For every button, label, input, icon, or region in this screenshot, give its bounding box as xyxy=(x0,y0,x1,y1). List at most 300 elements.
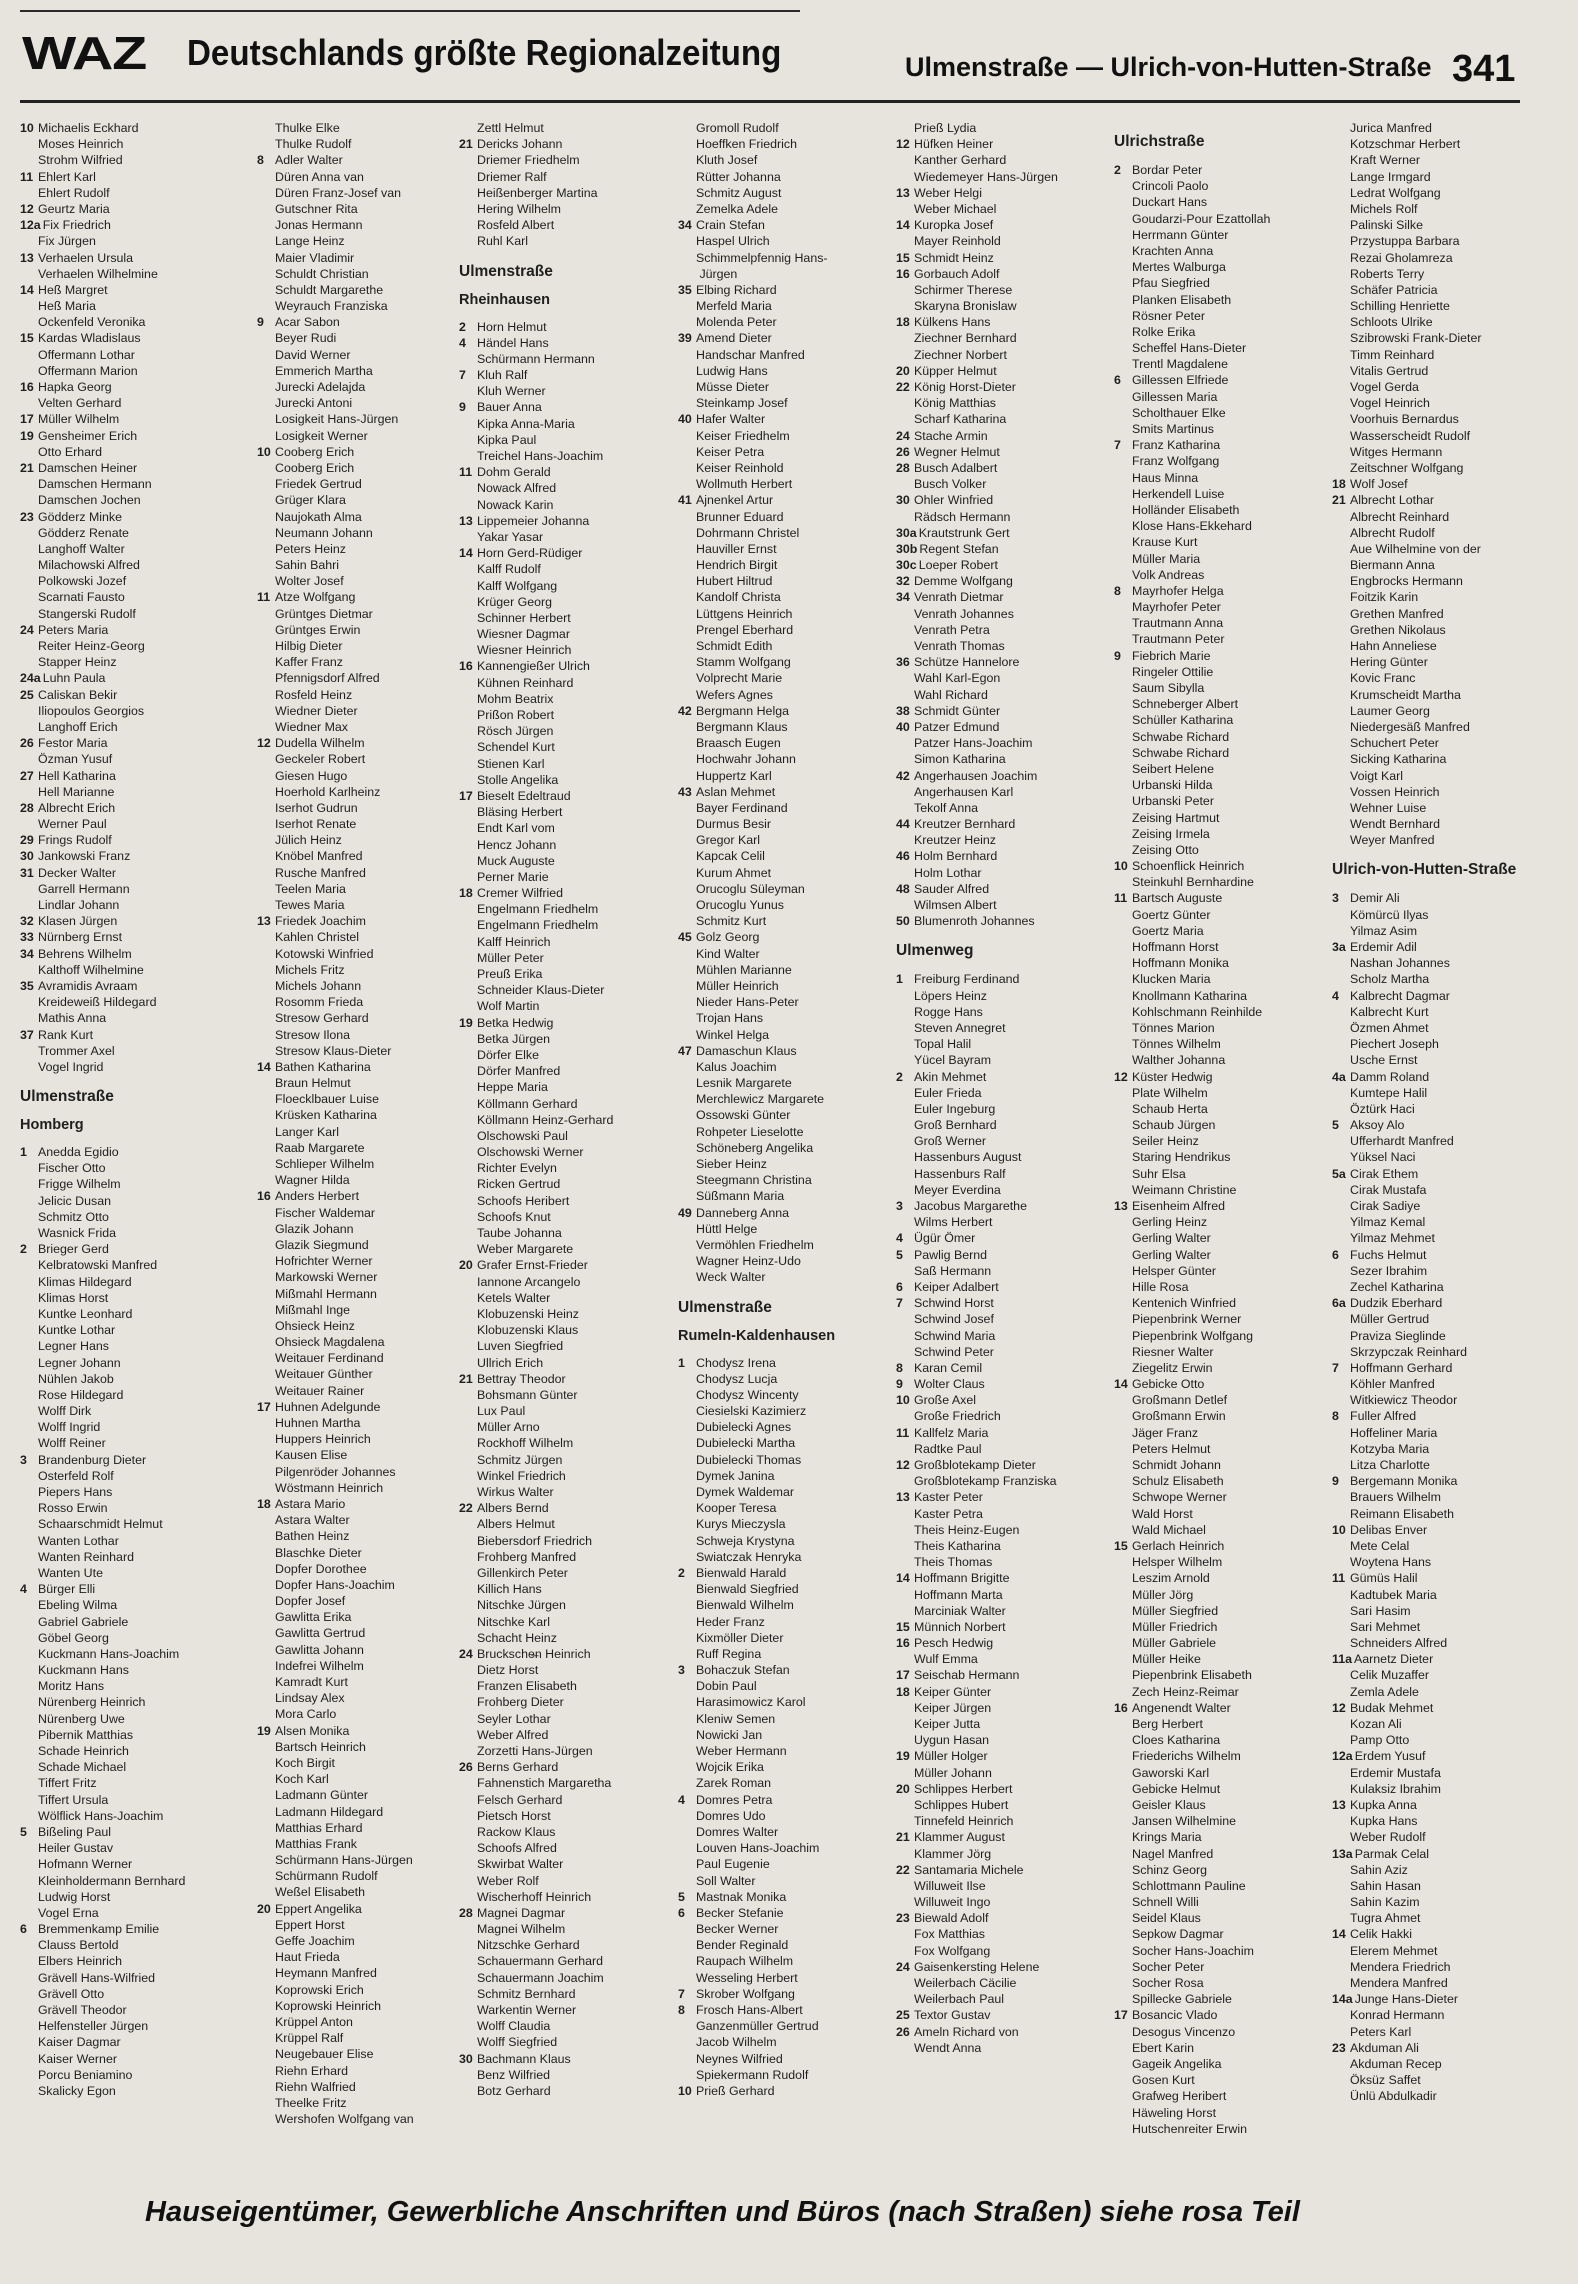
resident-entry xyxy=(459,1387,677,1403)
resident-entry xyxy=(1114,923,1332,939)
resident-name: Wegner Helmut xyxy=(914,444,1000,459)
house-number: 12 xyxy=(1114,1069,1128,1084)
resident-name: Weber Michael xyxy=(914,201,997,216)
resident-name: Kapcak Celil xyxy=(696,849,765,864)
resident-entry xyxy=(1332,1684,1550,1700)
resident-name: Sezer Ibrahim xyxy=(1350,1263,1428,1278)
resident-entry xyxy=(1114,356,1332,372)
house-number: 12 xyxy=(20,201,34,216)
resident-name: Langer Karl xyxy=(275,1124,340,1139)
resident-entry xyxy=(678,687,896,703)
resident-entry xyxy=(257,1043,475,1059)
resident-name: Hoeffken Friedrich xyxy=(696,137,798,152)
resident-entry xyxy=(1114,793,1332,809)
resident-entry xyxy=(1332,622,1550,638)
resident-name: Ohsieck Magdalena xyxy=(275,1335,385,1350)
resident-name: Moritz Hans xyxy=(38,1679,105,1694)
resident-name: Radtke Paul xyxy=(914,1441,982,1456)
resident-name: Teelen Maria xyxy=(275,881,346,896)
house-number: 30b xyxy=(896,541,918,556)
resident-name: Kreutzer Bernhard xyxy=(914,817,1016,832)
house-number: 28 xyxy=(896,460,910,475)
resident-entry xyxy=(1332,1166,1550,1182)
resident-entry xyxy=(1114,2024,1332,2040)
resident-name: Schlippes Herbert xyxy=(914,1781,1013,1796)
resident-name: Uygun Hasan xyxy=(914,1733,990,1748)
house-number: 5 xyxy=(20,1824,27,1839)
resident-name: Grävell Theodor xyxy=(38,2003,127,2017)
resident-entry xyxy=(20,897,238,913)
resident-name: Kuckmann Hans-Joachim xyxy=(38,1646,180,1661)
resident-name: Cirak Mustafa xyxy=(1350,1182,1427,1197)
resident-name: Bläsing Herbert xyxy=(477,805,563,820)
resident-name: Swiatczak Henryka xyxy=(696,1549,802,1564)
resident-name: Venrath Petra xyxy=(914,622,990,637)
resident-name: Schaarschmidt Helmut xyxy=(38,1517,163,1532)
resident-name: Bergmann Klaus xyxy=(696,719,788,734)
resident-entry xyxy=(678,1403,896,1419)
resident-name: Losigkeit Hans-Jürgen xyxy=(275,412,399,427)
resident-name: Zemelka Adele xyxy=(696,201,778,216)
house-number: 23 xyxy=(1332,2040,1346,2055)
resident-name: Garrell Hermann xyxy=(38,881,130,896)
resident-entry xyxy=(20,1565,238,1581)
resident-name: Elbers Heinrich xyxy=(38,1954,123,1969)
resident-entry xyxy=(1332,217,1550,233)
resident-name: Thulke Elke xyxy=(275,121,340,135)
resident-name: Gerling Walter xyxy=(1132,1247,1211,1262)
resident-entry xyxy=(678,2051,896,2067)
resident-name: Angerhausen Karl xyxy=(914,784,1014,799)
resident-entry xyxy=(678,347,896,363)
resident-entry xyxy=(257,768,475,784)
resident-entry xyxy=(896,395,1114,411)
resident-entry xyxy=(257,865,475,881)
resident-entry xyxy=(1332,1975,1550,1991)
resident-entry xyxy=(678,1840,896,1856)
resident-name: Trommer Axel xyxy=(38,1043,115,1058)
resident-entry xyxy=(1332,1230,1550,1246)
resident-entry xyxy=(1332,1829,1550,1845)
resident-name: Kotzschmar Herbert xyxy=(1350,137,1461,152)
resident-name: Kluh Ralf xyxy=(477,368,528,383)
resident-name: Pietsch Horst xyxy=(477,1808,551,1823)
resident-name: Haus Minna xyxy=(1132,470,1199,485)
resident-name: Külkens Hans xyxy=(914,315,991,330)
resident-entry xyxy=(896,1328,1114,1344)
resident-entry xyxy=(678,1124,896,1140)
resident-name: Wahl Richard xyxy=(914,687,988,702)
resident-entry xyxy=(459,480,677,496)
resident-name: Kaffer Franz xyxy=(275,655,343,670)
resident-name: Dopfer Dorothee xyxy=(275,1561,367,1576)
resident-name: Dörfer Manfred xyxy=(477,1064,561,1079)
resident-entry xyxy=(678,1107,896,1123)
resident-entry xyxy=(1114,955,1332,971)
resident-entry xyxy=(1114,2072,1332,2088)
resident-name: Hendrich Birgit xyxy=(696,558,778,573)
resident-name: Franz Wolfgang xyxy=(1132,454,1220,469)
resident-entry xyxy=(1114,810,1332,826)
resident-entry xyxy=(459,432,677,448)
resident-entry xyxy=(20,622,238,638)
resident-entry xyxy=(896,2007,1114,2023)
resident-entry xyxy=(257,1868,475,1884)
resident-entry xyxy=(896,1489,1114,1505)
house-number: 4 xyxy=(459,335,466,350)
resident-entry xyxy=(20,1419,238,1435)
house-number: 29 xyxy=(20,833,34,848)
resident-name: Bürger Elli xyxy=(38,1582,96,1597)
resident-entry xyxy=(20,428,238,444)
resident-entry xyxy=(1332,201,1550,217)
resident-entry xyxy=(1114,1198,1332,1214)
district-heading: Rheinhausen xyxy=(459,291,551,308)
resident-name: Weyer Manfred xyxy=(1350,833,1435,848)
resident-entry xyxy=(678,1140,896,1156)
house-number: 18 xyxy=(459,886,473,901)
resident-name: Ossowski Günter xyxy=(696,1108,791,1123)
resident-entry xyxy=(20,1808,238,1824)
house-number: 16 xyxy=(896,266,910,281)
resident-name: Nagel Manfred xyxy=(1132,1846,1214,1861)
resident-entry xyxy=(678,266,896,282)
resident-entry xyxy=(459,739,677,755)
resident-entry xyxy=(896,1651,1114,1667)
resident-entry xyxy=(678,1937,896,1953)
resident-name: Gorbauch Adolf xyxy=(914,266,1000,281)
resident-entry xyxy=(1332,1263,1550,1279)
resident-entry xyxy=(896,1457,1114,1473)
house-number: 12a xyxy=(1332,1749,1353,1764)
resident-name: Nühlen Jakob xyxy=(38,1371,114,1386)
resident-entry xyxy=(257,120,475,136)
resident-entry xyxy=(896,832,1114,848)
resident-name: Scholthauer Elke xyxy=(1132,405,1226,420)
resident-entry xyxy=(257,1998,475,2014)
resident-entry xyxy=(459,998,677,1014)
resident-entry xyxy=(257,217,475,233)
resident-name: Jacobus Margarethe xyxy=(914,1199,1027,1213)
resident-name: Elerem Mehmet xyxy=(1350,1943,1438,1958)
resident-name: Kulaksiz Ibrahim xyxy=(1350,1781,1441,1796)
resident-entry xyxy=(1114,1182,1332,1198)
resident-entry xyxy=(257,1949,475,1965)
resident-entry xyxy=(1114,421,1332,437)
resident-entry xyxy=(896,971,1114,987)
resident-entry xyxy=(257,654,475,670)
resident-entry xyxy=(1114,1603,1332,1619)
resident-name: Matthias Erhard xyxy=(275,1820,363,1835)
resident-name: Brunner Eduard xyxy=(696,509,784,524)
resident-entry xyxy=(678,1824,896,1840)
resident-name: Iserhot Gudrun xyxy=(275,800,358,815)
resident-entry xyxy=(896,1570,1114,1586)
resident-name: Porcu Beniamino xyxy=(38,2067,133,2082)
resident-name: Schinz Georg xyxy=(1132,1862,1208,1877)
resident-entry xyxy=(678,1027,896,1043)
resident-entry xyxy=(1114,664,1332,680)
resident-entry xyxy=(1332,955,1550,971)
resident-name: Parmak Celal xyxy=(1354,1846,1430,1861)
resident-name: Schade Michael xyxy=(38,1760,127,1775)
resident-name: Kumtepe Halil xyxy=(1350,1085,1428,1100)
resident-entry xyxy=(1332,1133,1550,1149)
resident-name: Alsen Monika xyxy=(275,1723,350,1738)
resident-name: Killich Hans xyxy=(477,1582,542,1597)
resident-entry xyxy=(20,1306,238,1322)
resident-entry xyxy=(20,2083,238,2099)
resident-name: Vogel Gerda xyxy=(1350,380,1419,394)
resident-name: Bayer Ferdinand xyxy=(696,800,788,815)
resident-entry xyxy=(20,136,238,152)
resident-entry xyxy=(896,509,1114,525)
resident-name: Kluth Josef xyxy=(696,153,758,168)
resident-entry xyxy=(257,541,475,557)
resident-entry xyxy=(1332,1910,1550,1926)
resident-name: Keiper Adalbert xyxy=(914,1279,999,1294)
resident-name: Palinski Silke xyxy=(1350,218,1423,233)
house-number: 8 xyxy=(1332,1409,1339,1424)
resident-entry xyxy=(1332,1328,1550,1344)
resident-entry xyxy=(459,367,677,383)
resident-entry xyxy=(678,1921,896,1937)
house-number: 28 xyxy=(459,1905,473,1920)
resident-entry xyxy=(896,1214,1114,1230)
resident-name: Chodysz Wincenty xyxy=(696,1387,799,1402)
resident-name: Helsper Günter xyxy=(1132,1263,1217,1278)
resident-entry xyxy=(459,1937,677,1953)
resident-name: Wirkus Walter xyxy=(477,1485,554,1499)
resident-entry xyxy=(257,525,475,541)
house-number: 16 xyxy=(459,659,473,674)
resident-entry xyxy=(896,735,1114,751)
resident-entry xyxy=(1114,178,1332,194)
resident-entry xyxy=(678,395,896,411)
house-number: 21 xyxy=(459,1371,473,1386)
resident-name: Wehner Luise xyxy=(1350,800,1427,815)
resident-name: Jelicic Dusan xyxy=(38,1193,111,1208)
resident-name: Urbanski Hilda xyxy=(1132,778,1213,793)
resident-name: Seidel Klaus xyxy=(1132,1911,1201,1926)
resident-name: Vossen Heinrich xyxy=(1350,784,1440,799)
resident-entry xyxy=(678,865,896,881)
resident-name: Bartsch Auguste xyxy=(1132,891,1223,906)
resident-entry xyxy=(1114,1635,1332,1651)
street-heading: Ulmenstraße xyxy=(20,1088,114,1106)
house-number: 15 xyxy=(1114,1538,1128,1553)
resident-name: Müller Heinrich xyxy=(696,978,779,993)
resident-name: Stienen Karl xyxy=(477,756,545,771)
resident-entry xyxy=(20,1759,238,1775)
resident-entry xyxy=(896,784,1114,800)
resident-entry xyxy=(678,800,896,816)
resident-entry xyxy=(257,1804,475,1820)
resident-name: Spillecke Gabriele xyxy=(1132,1992,1232,2007)
street-range-header: Ulmenstraße — Ulrich-von-Hutten-Straße xyxy=(905,52,1432,82)
house-number: 19 xyxy=(20,428,34,443)
resident-entry xyxy=(1332,589,1550,605)
resident-name: Danneberg Anna xyxy=(696,1205,790,1220)
house-number: 12 xyxy=(1332,1700,1346,1715)
house-number: 42 xyxy=(678,703,692,718)
resident-name: Bohsmann Günter xyxy=(477,1387,578,1402)
resident-entry xyxy=(1114,761,1332,777)
resident-name: Raupach Wilhelm xyxy=(696,1954,794,1969)
resident-entry xyxy=(257,330,475,346)
resident-entry xyxy=(896,120,1114,136)
resident-entry xyxy=(678,929,896,945)
resident-entry xyxy=(20,687,238,703)
resident-name: Molenda Peter xyxy=(696,315,777,330)
resident-name: Heiler Gustav xyxy=(38,1841,114,1856)
resident-entry xyxy=(257,1512,475,1528)
house-number: 11 xyxy=(1114,891,1128,906)
resident-entry xyxy=(257,1480,475,1496)
resident-entry xyxy=(257,1706,475,1722)
resident-name: Staring Hendrikus xyxy=(1132,1150,1231,1165)
resident-entry xyxy=(896,444,1114,460)
resident-name: Braasch Eugen xyxy=(696,736,781,751)
resident-name: Aarnetz Dieter xyxy=(1354,1652,1434,1667)
resident-entry xyxy=(257,1188,475,1204)
resident-name: Kind Walter xyxy=(696,946,760,961)
resident-entry xyxy=(1332,703,1550,719)
resident-name: Iserhot Renate xyxy=(275,817,357,832)
resident-name: Peters Heinz xyxy=(275,541,346,556)
resident-entry xyxy=(896,1797,1114,1813)
resident-entry xyxy=(20,2067,238,2083)
house-number: 42 xyxy=(896,768,910,783)
resident-name: Offermann Lothar xyxy=(38,347,135,362)
resident-entry xyxy=(459,1775,677,1791)
resident-entry xyxy=(678,622,896,638)
resident-name: Cirak Ethem xyxy=(1350,1166,1419,1181)
resident-entry xyxy=(257,444,475,460)
resident-entry xyxy=(257,1172,475,1188)
resident-entry xyxy=(678,962,896,978)
resident-name: Sari Mehmet xyxy=(1350,1619,1421,1634)
resident-entry xyxy=(20,1371,238,1387)
resident-name: Müller Johann xyxy=(914,1765,992,1780)
resident-name: Niedergesäß Manfred xyxy=(1350,719,1470,734)
resident-entry xyxy=(1332,939,1550,955)
resident-entry xyxy=(896,816,1114,832)
resident-name: Hering Günter xyxy=(1350,655,1428,670)
house-number: 6 xyxy=(20,1922,27,1937)
resident-entry xyxy=(20,1921,238,1937)
resident-entry xyxy=(1332,1506,1550,1522)
resident-entry xyxy=(459,1516,677,1532)
resident-name: Köllmann Heinz-Gerhard xyxy=(477,1112,614,1127)
house-number: 3 xyxy=(678,1663,685,1678)
resident-entry xyxy=(257,1965,475,1981)
resident-name: Scholz Martha xyxy=(1350,972,1430,987)
house-number: 20 xyxy=(896,1781,910,1796)
resident-entry xyxy=(459,464,677,480)
resident-entry xyxy=(1114,1748,1332,1764)
resident-name: Peters Helmut xyxy=(1132,1441,1211,1456)
directory-column-6 xyxy=(1114,120,1332,2137)
house-number: 30 xyxy=(20,849,34,864)
footer-note: Hauseigentümer, Gewerbliche Anschriften und Büros (nach Straßen) siehe rosa Teil xyxy=(145,2196,1300,2228)
resident-name: Gromoll Rudolf xyxy=(696,121,779,135)
resident-name: Driemer Ralf xyxy=(477,169,547,184)
resident-entry xyxy=(896,233,1114,249)
resident-name: Hilbig Dieter xyxy=(275,639,343,653)
resident-name: Grethen Manfred xyxy=(1350,606,1444,621)
resident-entry xyxy=(1332,784,1550,800)
resident-entry xyxy=(20,1010,238,1026)
resident-name: Skrzypczak Reinhard xyxy=(1350,1344,1468,1359)
house-number: 4 xyxy=(896,1231,903,1246)
resident-entry xyxy=(257,1820,475,1836)
house-number: 9 xyxy=(459,400,466,415)
resident-name: Michels Johann xyxy=(275,978,362,993)
resident-name: Pesch Hedwig xyxy=(914,1636,994,1651)
resident-entry xyxy=(678,1516,896,1532)
resident-entry xyxy=(1114,1943,1332,1959)
resident-name: Piepenbrink Wolfgang xyxy=(1132,1328,1254,1343)
resident-name: Nashan Johannes xyxy=(1350,956,1450,971)
resident-name: Gümüs Halil xyxy=(1350,1571,1418,1586)
resident-name: Müller Jörg xyxy=(1132,1587,1194,1602)
resident-entry xyxy=(20,233,238,249)
resident-name: Hüttl Helge xyxy=(696,1221,758,1236)
resident-entry xyxy=(678,768,896,784)
resident-entry xyxy=(20,217,238,233)
house-number: 40 xyxy=(678,412,692,427)
resident-entry xyxy=(459,804,677,820)
resident-entry xyxy=(896,1101,1114,1117)
street-heading: Ulmenstraße xyxy=(459,262,553,280)
resident-entry xyxy=(459,545,677,561)
resident-entry xyxy=(1114,1765,1332,1781)
resident-entry xyxy=(896,1344,1114,1360)
resident-name: Kalff Rudolf xyxy=(477,562,541,577)
resident-name: Lindlar Johann xyxy=(38,898,120,912)
resident-entry xyxy=(1332,1425,1550,1441)
header-rule xyxy=(20,100,1520,103)
resident-entry xyxy=(459,1176,677,1192)
resident-name: Loeper Robert xyxy=(918,558,998,573)
resident-entry xyxy=(257,411,475,427)
resident-entry xyxy=(1332,2072,1550,2088)
resident-name: Mertes Walburga xyxy=(1132,260,1226,275)
resident-entry xyxy=(678,1237,896,1253)
resident-name: Zeising Hartmut xyxy=(1132,810,1220,825)
resident-name: Jonas Hermann xyxy=(275,218,363,233)
masthead-tagline: Deutschlands größte Regionalzeitung xyxy=(187,32,782,73)
resident-name: Wiesner Dagmar xyxy=(477,627,570,642)
resident-entry xyxy=(1332,509,1550,525)
resident-name: Fiebrich Marie xyxy=(1132,648,1211,663)
resident-entry xyxy=(678,1759,896,1775)
resident-entry xyxy=(257,1075,475,1091)
resident-name: Ajnenkel Artur xyxy=(696,493,774,508)
resident-entry xyxy=(1332,1522,1550,1538)
resident-name: Legner Johann xyxy=(38,1355,121,1370)
resident-name: Vogel Ingrid xyxy=(38,1059,104,1074)
resident-name: Ciesielski Kazimierz xyxy=(696,1404,807,1419)
resident-entry xyxy=(1114,1133,1332,1149)
resident-name: Strohm Wilfried xyxy=(38,153,123,168)
house-number: 34 xyxy=(20,946,34,961)
resident-entry xyxy=(1332,152,1550,168)
resident-name: Kuntke Lothar xyxy=(38,1323,116,1338)
resident-name: Berns Gerhard xyxy=(477,1760,559,1775)
resident-entry xyxy=(257,1415,475,1431)
